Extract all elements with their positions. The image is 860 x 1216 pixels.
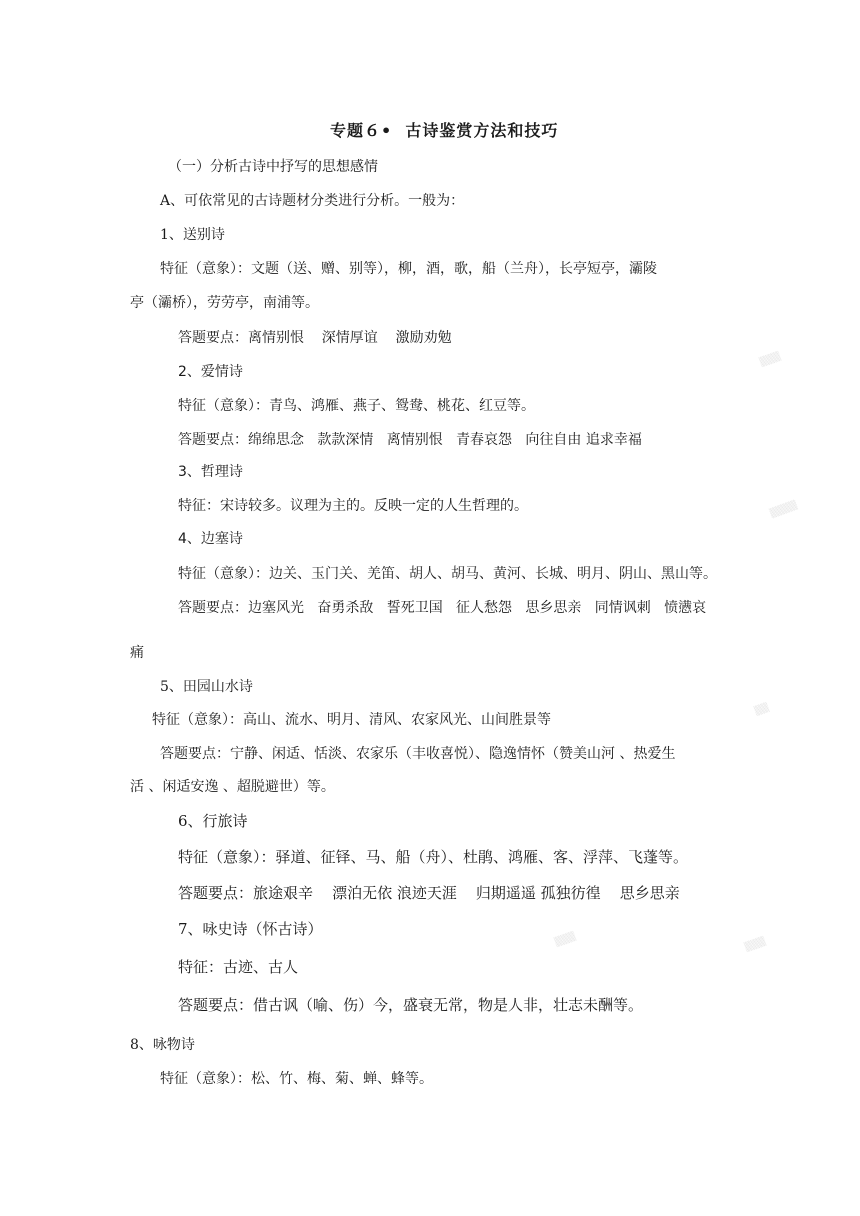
intro-paragraph: A、可依常见的古诗题材分类进行分析。一般为： [160,193,465,209]
category-answer-2: 答题要点：绵绵思念 款款深情 离情别恨 青春哀怨 向往自由 追求幸福 [178,432,642,448]
category-heading-1: 1、送别诗 [160,227,225,243]
category-heading-8: 8、咏物诗 [130,1037,195,1053]
category-features-3: 特征：宋诗较多。议理为主的。反映一定的人生哲理的。 [178,498,528,514]
category-answer-7: 答题要点：借古讽（喻、伤）今，盛衰无常，物是人非，壮志未酬等。 [178,996,644,1014]
category-features-1a: 特征（意象）：文题（送、赠、别等），柳，酒，歌，船（兰舟），长亭短亭，灞陵 [160,261,657,277]
category-heading-2: 2、爱情诗 [178,364,243,380]
category-answer-6: 答题要点：旅途艰辛 漂泊无依 浪迹天涯 归期遥遥 孤独彷徨 思乡思亲 [178,884,680,902]
section-heading: （一）分析古诗中抒写的思想感情 [168,159,378,175]
category-features-5: 特征（意象）：高山、流水、明月、清风、农家风光、山间胜景等 [152,712,551,728]
category-heading-6: 6、行旅诗 [178,812,248,830]
category-heading-5: 5、田园山水诗 [160,679,253,695]
category-answer-4a: 答题要点：边塞风光 奋勇杀敌 誓死卫国 征人愁怨 思乡思亲 同情讽刺 愤懑哀 [178,600,707,616]
page-title: 专题６• 古诗鉴赏方法和技巧 [330,121,559,140]
category-features-8: 特征（意象）：松、竹、梅、菊、蝉、蜂等。 [160,1071,433,1087]
category-answer-5a: 答题要点：宁静、闲适、恬淡、农家乐（丰收喜悦）、隐逸情怀（赞美山河 、热爱生 [160,746,676,762]
watermark-mark: ▒▒▒ [553,931,577,949]
category-answer-5b: 活 、闲适安逸 、超脱避世）等。 [130,779,335,795]
watermark-mark: ▒▒▒▒ [769,500,799,520]
watermark-mark: ▒▒▒ [758,351,782,369]
watermark-mark: ▒▒▒ [743,936,767,954]
category-features-1b: 亭（灞桥），劳劳亭，南浦等。 [130,295,319,311]
category-features-4: 特征（意象）：边关、玉门关、羌笛、胡人、胡马、黄河、长城、明月、阴山、黑山等。 [178,566,717,582]
watermark-mark: ▒▒ [753,702,771,718]
category-features-6: 特征（意象）：驿道、征铎、马、船（舟）、杜鹃、鸿雁、客、浮萍、飞蓬等。 [178,848,689,866]
category-answer-1: 答题要点：离情别恨 深情厚谊 激励劝勉 [178,330,452,346]
category-answer-4b: 痛 [130,645,144,661]
category-heading-3: 3、哲理诗 [178,464,243,480]
category-features-2: 特征（意象）：青鸟、鸿雁、燕子、鸳鸯、桃花、红豆等。 [178,398,535,414]
category-heading-7: 7、咏史诗（怀古诗） [178,920,323,938]
category-heading-4: 4、边塞诗 [178,531,243,547]
category-features-7: 特征：古迹、古人 [178,958,299,976]
